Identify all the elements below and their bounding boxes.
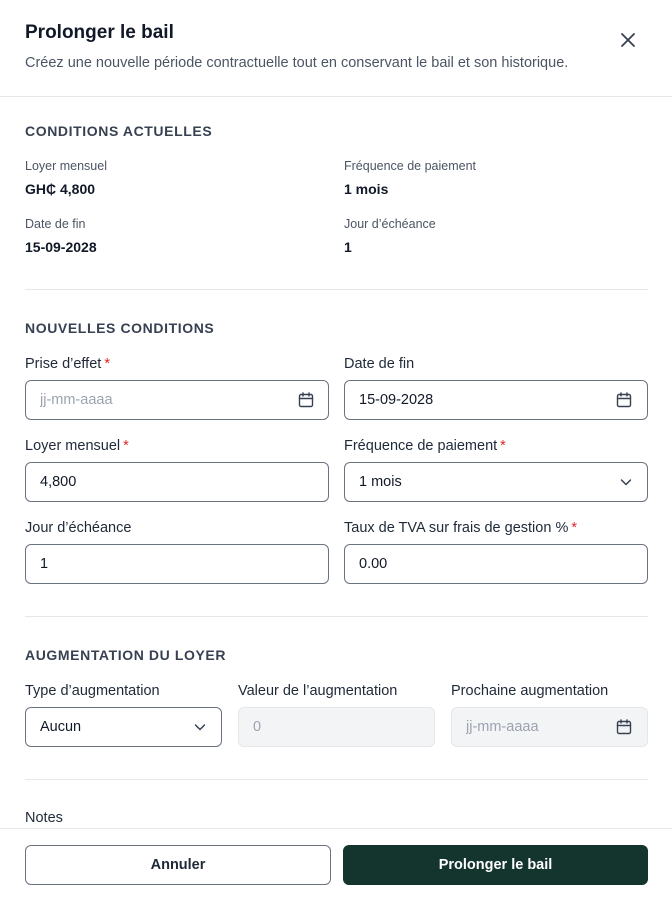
end-date-input[interactable] <box>344 380 648 420</box>
start-date-label: Prise d’effet * <box>25 356 110 372</box>
increase-type-select-value: Aucun <box>40 719 82 735</box>
modal-title: Prolonger le bail <box>25 22 174 43</box>
modal-subtitle: Créez une nouvelle période contractuelle tout en conservant le bail et son historique. <box>25 55 569 71</box>
increase-value-input[interactable] <box>238 707 435 747</box>
vat-input[interactable] <box>344 544 648 584</box>
required-mark: * <box>571 520 577 536</box>
current-end-date-label: Date de fin <box>25 217 86 231</box>
chevron-down-icon <box>619 475 633 489</box>
divider <box>25 289 648 290</box>
new-conditions-title: NOUVELLES CONDITIONS <box>25 320 215 336</box>
cancel-button[interactable]: Annuler <box>25 845 331 885</box>
start-date-input[interactable] <box>25 380 329 420</box>
current-frequency-value: 1 mois <box>344 181 389 197</box>
close-icon <box>620 32 636 48</box>
close-button[interactable] <box>616 28 640 52</box>
notes-label: Notes <box>25 810 63 826</box>
next-increase-input[interactable] <box>451 707 648 747</box>
increase-type-select[interactable] <box>25 707 222 747</box>
rent-increase-title: AUGMENTATION DU LOYER <box>25 647 227 663</box>
current-conditions-title: CONDITIONS ACTUELLES <box>25 123 213 139</box>
increase-type-label: Type d’augmentation <box>25 683 160 699</box>
divider <box>25 616 648 617</box>
current-rent-label: Loyer mensuel <box>25 159 107 173</box>
required-mark: * <box>500 438 506 454</box>
current-due-day-label: Jour d’échéance <box>344 217 436 231</box>
current-rent-value: GH₵ 4,800 <box>25 181 96 197</box>
frequency-label: Fréquence de paiement * <box>344 438 506 454</box>
current-end-date-value: 15-09-2028 <box>25 239 97 255</box>
frequency-select[interactable] <box>344 462 648 502</box>
chevron-down-icon <box>193 720 207 734</box>
extend-lease-button[interactable]: Prolonger le bail <box>343 845 648 885</box>
frequency-select-value: 1 mois <box>359 474 402 490</box>
increase-value-label: Valeur de l’augmentation <box>238 683 398 699</box>
rent-input[interactable] <box>25 462 329 502</box>
current-frequency-label: Fréquence de paiement <box>344 159 477 173</box>
due-day-input[interactable] <box>25 544 329 584</box>
rent-label: Loyer mensuel * <box>25 438 129 454</box>
required-mark: * <box>104 356 110 372</box>
end-date-label: Date de fin <box>344 356 415 372</box>
divider <box>25 779 648 780</box>
due-day-label: Jour d’échéance <box>25 520 132 536</box>
modal-footer <box>0 828 672 900</box>
required-mark: * <box>123 438 129 454</box>
next-increase-label: Prochaine augmentation <box>451 683 609 699</box>
vat-label: Taux de TVA sur frais de gestion % * <box>344 520 577 536</box>
current-due-day-value: 1 <box>344 239 352 255</box>
modal-header <box>0 0 672 97</box>
